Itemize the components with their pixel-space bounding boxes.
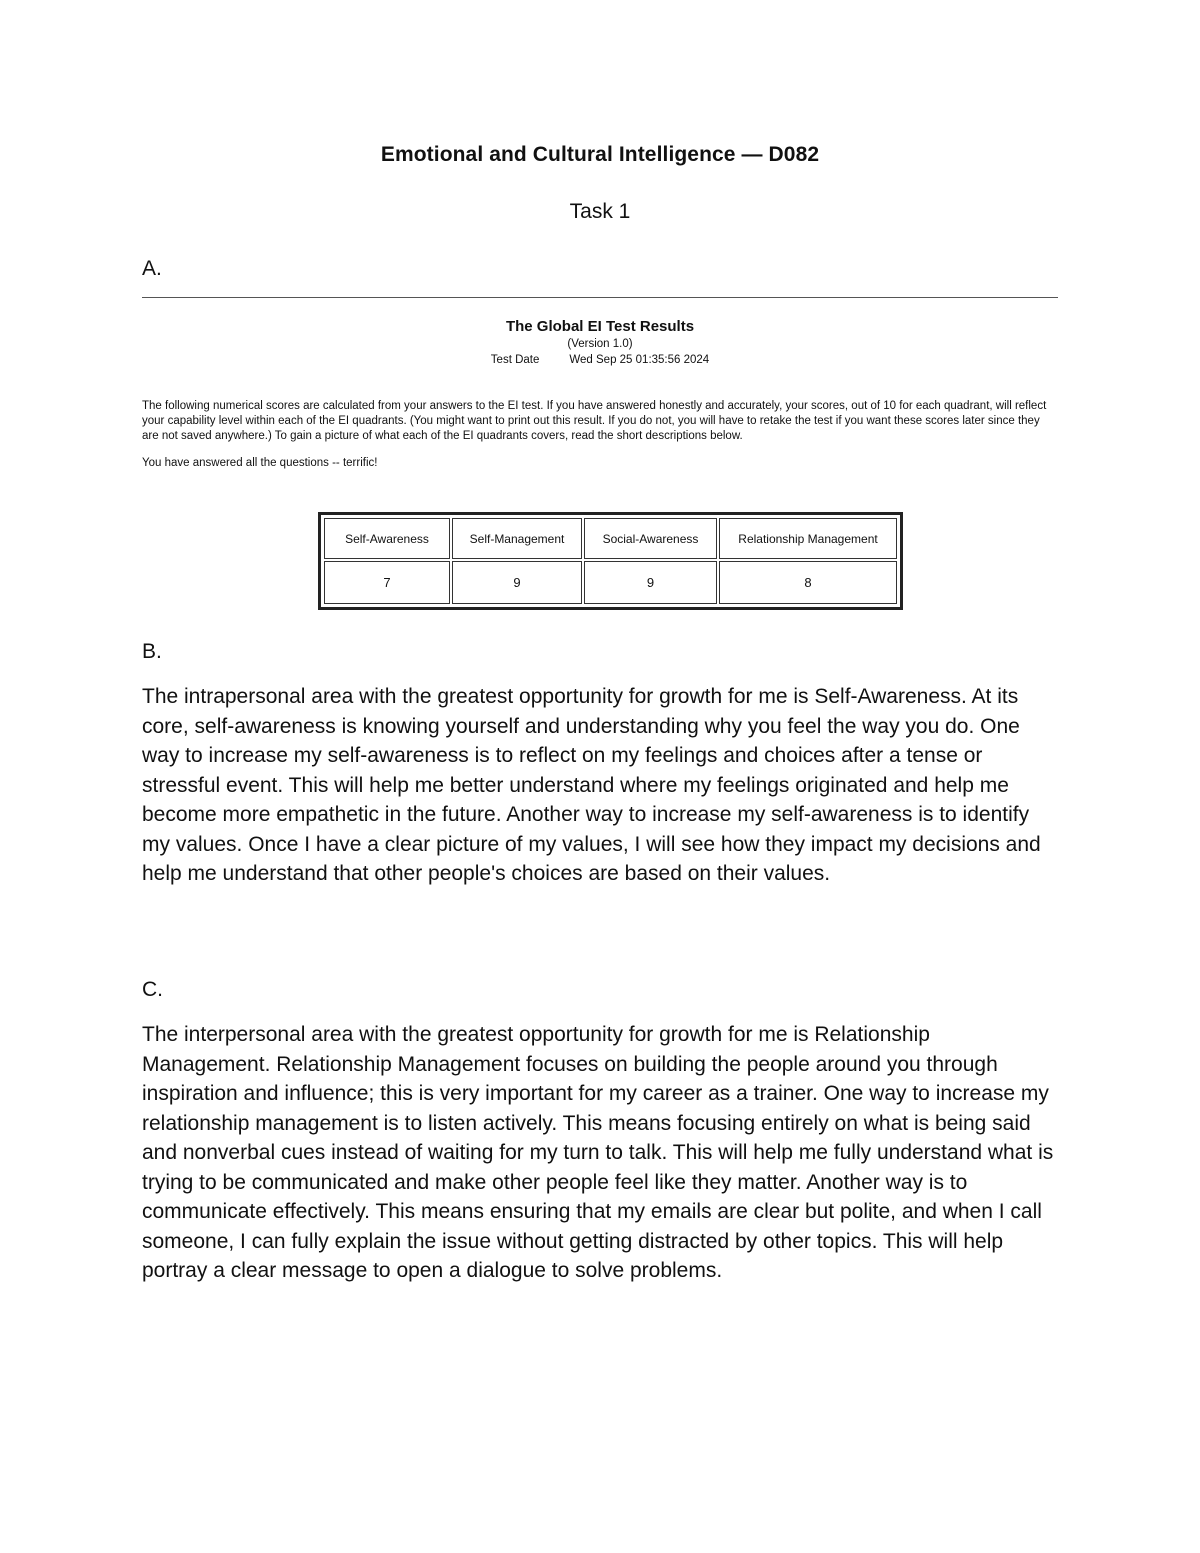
section-b-label: B. bbox=[142, 640, 162, 663]
document-title: Emotional and Cultural Intelligence — D082 bbox=[380, 143, 820, 166]
test-date-value: Wed Sep 25 01:35:56 2024 bbox=[569, 354, 710, 366]
score-table bbox=[318, 512, 903, 610]
score-self-management: 9 bbox=[452, 561, 582, 604]
section-b-paragraph: The intrapersonal area with the greatest opportunity for growth for me is Self-Awareness. At its core, self-awareness is knowing yourself and understanding why you feel the way you do. One way to increase my self-awareness is to reflect on my feelings and choices after a tense or stressful event. This will help me better understand where my feelings originated and help me become more empathetic in the future. Another way to increase my self-awareness is to identify my values. Once I have a clear picture of my values, I will see how they impact my decisions and help me understand that other people's choices are based on their values. bbox=[142, 685, 1041, 885]
header-self-management: Self-Management bbox=[452, 518, 582, 559]
section-c-label: C. bbox=[142, 978, 163, 1001]
results-title: The Global EI Test Results bbox=[505, 318, 695, 335]
score-table-value-row bbox=[324, 561, 897, 604]
header-social-awareness: Social-Awareness bbox=[584, 518, 717, 559]
section-c-paragraph: The interpersonal area with the greatest opportunity for growth for me is Relationship Management. Relationship Management focuses on building the people around you through inspiration and influence; this is very important for my career as a trainer. One way to increase my relationship management is to listen actively. This means focusing entirely on what is being said and nonverbal cues instead of waiting for my turn to talk. This will help me fully understand what is trying to be communicated and make other people feel like they matter. Another way is to communicate effectively. This means ensuring that my emails are clear but polite, and when I call someone, I can fully explain the issue without getting distracted by other topics. This will help portray a clear message to open a dialogue to solve problems. bbox=[142, 1023, 1054, 1282]
score-self-awareness: 7 bbox=[324, 561, 450, 604]
score-table-header-row bbox=[324, 518, 897, 559]
results-version: (Version 1.0) bbox=[567, 338, 633, 350]
score-relationship-management: 8 bbox=[719, 561, 897, 604]
score-social-awareness: 9 bbox=[584, 561, 717, 604]
results-intro: The following numerical scores are calculated from your answers to the EI test. If you have answered honestly and accurately, your scores, out of 10 for each quadrant, will reflect your capability level within each of the EI quadrants. (You might want to print out this result. If you do not, you will have to retake the test if you want these scores later since they are not saved anywhere.) To gain a picture of what each of the EI quadrants covers, read the short descriptions below. bbox=[142, 400, 1047, 442]
test-date-label: Test Date bbox=[490, 354, 540, 366]
ei-results-screenshot bbox=[142, 318, 1058, 469]
section-a-label: A. bbox=[142, 257, 162, 280]
document-subtitle: Task 1 bbox=[569, 200, 631, 223]
horizontal-rule bbox=[142, 297, 1058, 298]
header-self-awareness: Self-Awareness bbox=[324, 518, 450, 559]
results-status: You have answered all the questions -- terrific! bbox=[142, 457, 378, 469]
results-test-date bbox=[142, 354, 1058, 366]
header-relationship-management: Relationship Management bbox=[719, 518, 897, 559]
